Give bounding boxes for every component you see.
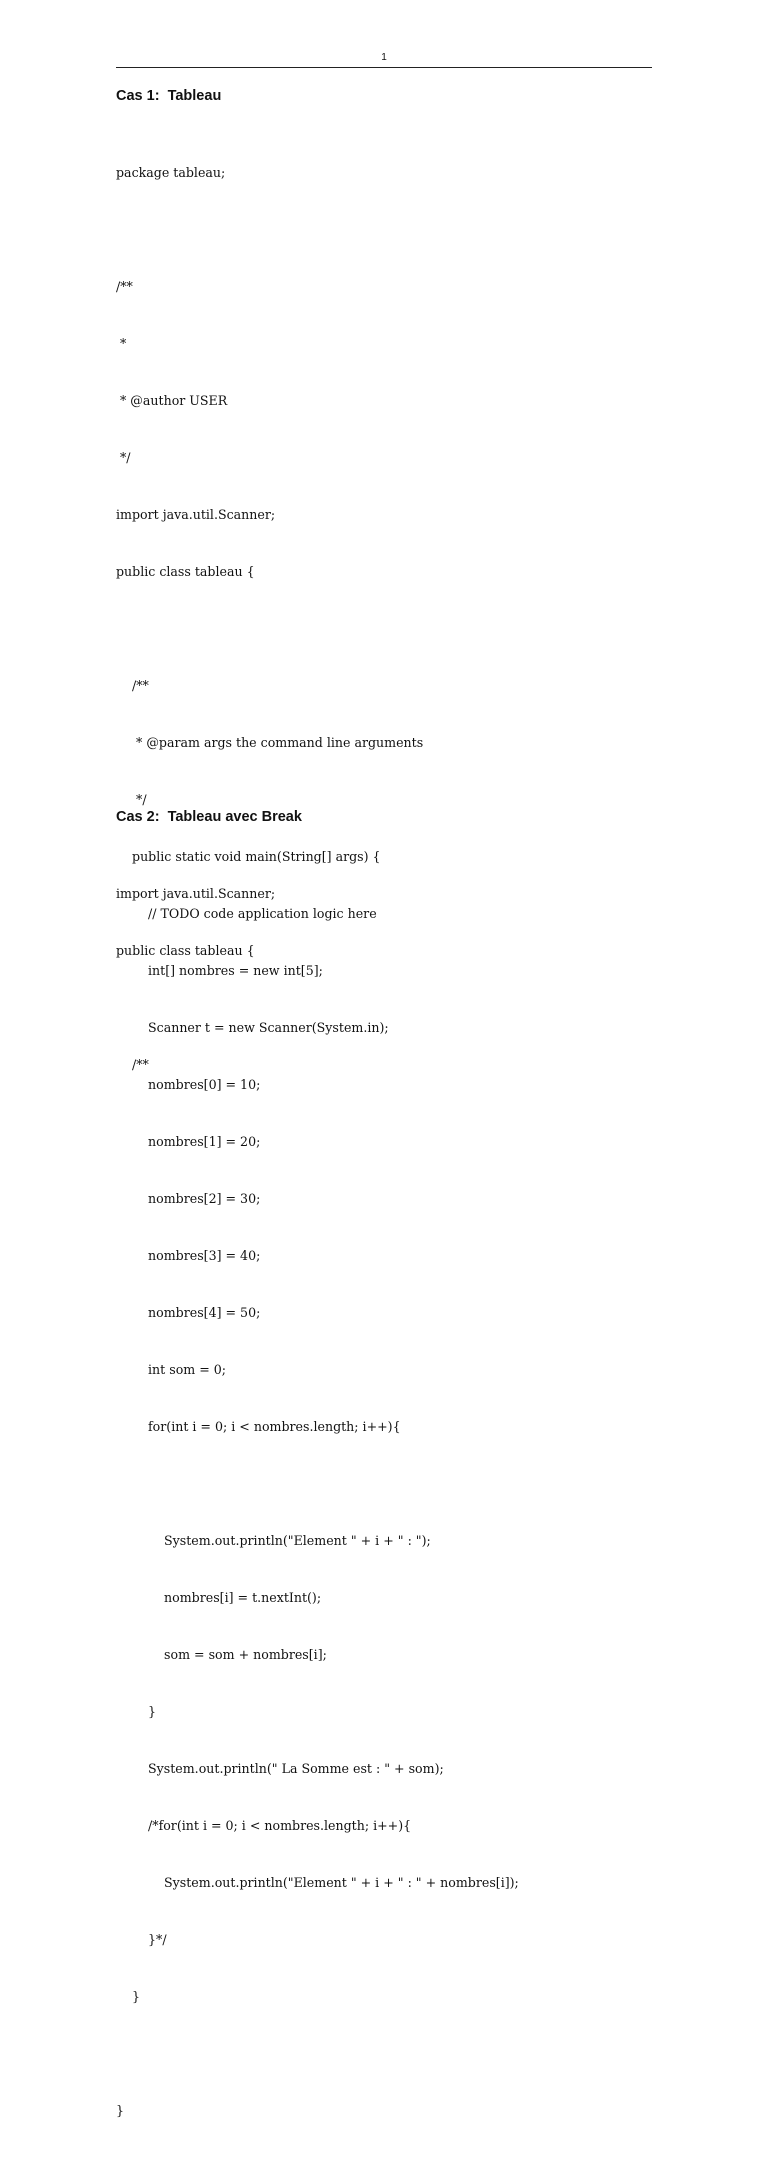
- code-line: System.out.println("Element " + i + " : ");: [116, 1533, 431, 1548]
- code-line: // TODO code application logic here: [116, 906, 377, 921]
- code-line: for(int i = 0; i < nombres.length; i++){: [116, 1419, 401, 1434]
- code-line: */: [116, 450, 131, 465]
- code-line: /**: [116, 678, 149, 693]
- code-line: int[] nombres = new int[5];: [116, 963, 323, 978]
- code-line: }*/: [116, 1932, 167, 1947]
- code-line: nombres[2] = 30;: [116, 1191, 261, 1206]
- code-block-cas-2: [116, 846, 275, 1112]
- code-line: som = som + nombres[i];: [116, 1647, 327, 1662]
- code-line: Scanner t = new Scanner(System.in);: [116, 1020, 389, 1035]
- section-heading-cas-1: Cas 1: Tableau: [116, 88, 222, 104]
- code-line: [116, 1474, 519, 1493]
- code-line: /**: [116, 1057, 149, 1072]
- code-line: }: [116, 1704, 157, 1719]
- code-line: *: [116, 336, 127, 351]
- code-line: System.out.println(" La Somme est : " + som);: [116, 1761, 444, 1776]
- code-line: package tableau;: [116, 165, 226, 180]
- code-line: /*for(int i = 0; i < nombres.length; i++){: [116, 1818, 412, 1833]
- code-line: System.out.println("Element " + i + " : " + nombres[i]);: [116, 1875, 519, 1890]
- section-heading-cas-2: Cas 2: Tableau avec Break: [116, 809, 302, 825]
- header-rule: [116, 67, 652, 68]
- code-line: nombres[i] = t.nextInt();: [116, 1590, 322, 1605]
- code-line: [116, 220, 519, 239]
- code-line: public static void main(String[] args) {: [116, 849, 381, 864]
- code-line: nombres[0] = 10;: [116, 1077, 261, 1092]
- code-line: nombres[4] = 50;: [116, 1305, 261, 1320]
- code-line: /**: [116, 279, 133, 294]
- code-line: [116, 619, 519, 638]
- code-block-cas-1: [116, 125, 519, 2158]
- code-line: nombres[1] = 20;: [116, 1134, 261, 1149]
- code-line: public class tableau {: [116, 943, 255, 958]
- code-line: }: [116, 1989, 141, 2004]
- code-line: int som = 0;: [116, 1362, 227, 1377]
- code-line: import java.util.Scanner;: [116, 886, 276, 901]
- code-line: [116, 998, 275, 1017]
- code-line: [116, 2044, 519, 2063]
- code-line: * @param args the command line arguments: [116, 735, 424, 750]
- code-line: * @author USER: [116, 393, 228, 408]
- page-number: 1: [381, 52, 387, 63]
- code-line: nombres[3] = 40;: [116, 1248, 261, 1263]
- code-line: */: [116, 792, 147, 807]
- code-line: }: [116, 2103, 125, 2118]
- code-line: import java.util.Scanner;: [116, 507, 276, 522]
- code-line: public class tableau {: [116, 564, 255, 579]
